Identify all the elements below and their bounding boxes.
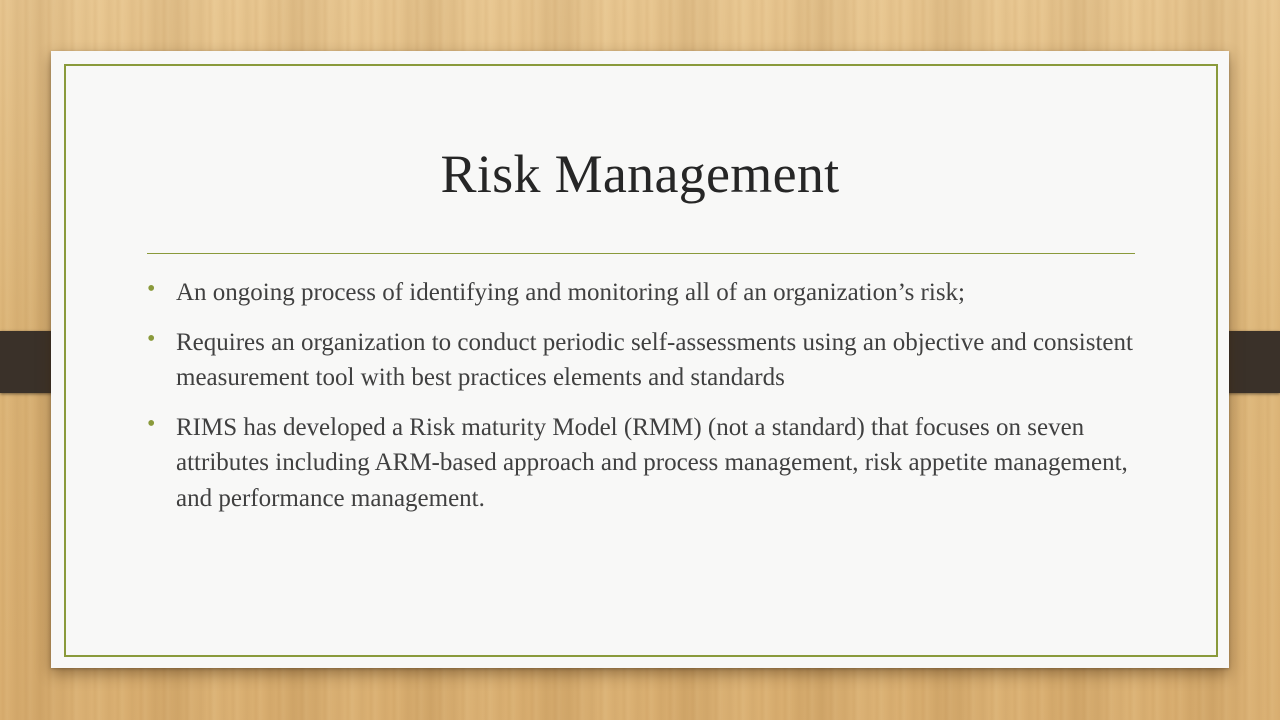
bullet-dot-icon: •	[147, 276, 156, 302]
bullet-item	[147, 275, 1147, 311]
bullet-dot-icon: •	[147, 325, 156, 352]
bullet-text: Requires an organization to conduct periodic self-assessments using an objective and consistent measurement tool with best practices elements and standards	[176, 328, 1133, 391]
bullet-item	[147, 325, 1147, 396]
bullet-dot-icon: •	[147, 410, 156, 437]
slide-title: Risk Management	[440, 144, 840, 204]
bullet-text: RIMS has developed a Risk maturity Model (RMM) (not a standard) that focuses on seven attributes including ARM-based approach and process management, risk appetite management, and performance management.	[176, 413, 1128, 512]
bullet-text: An ongoing process of identifying and monitoring all of an organization’s risk;	[176, 279, 965, 306]
bullet-item	[147, 410, 1147, 517]
bullet-list	[147, 275, 1147, 530]
slide-card	[51, 51, 1229, 668]
title-divider	[147, 253, 1135, 254]
